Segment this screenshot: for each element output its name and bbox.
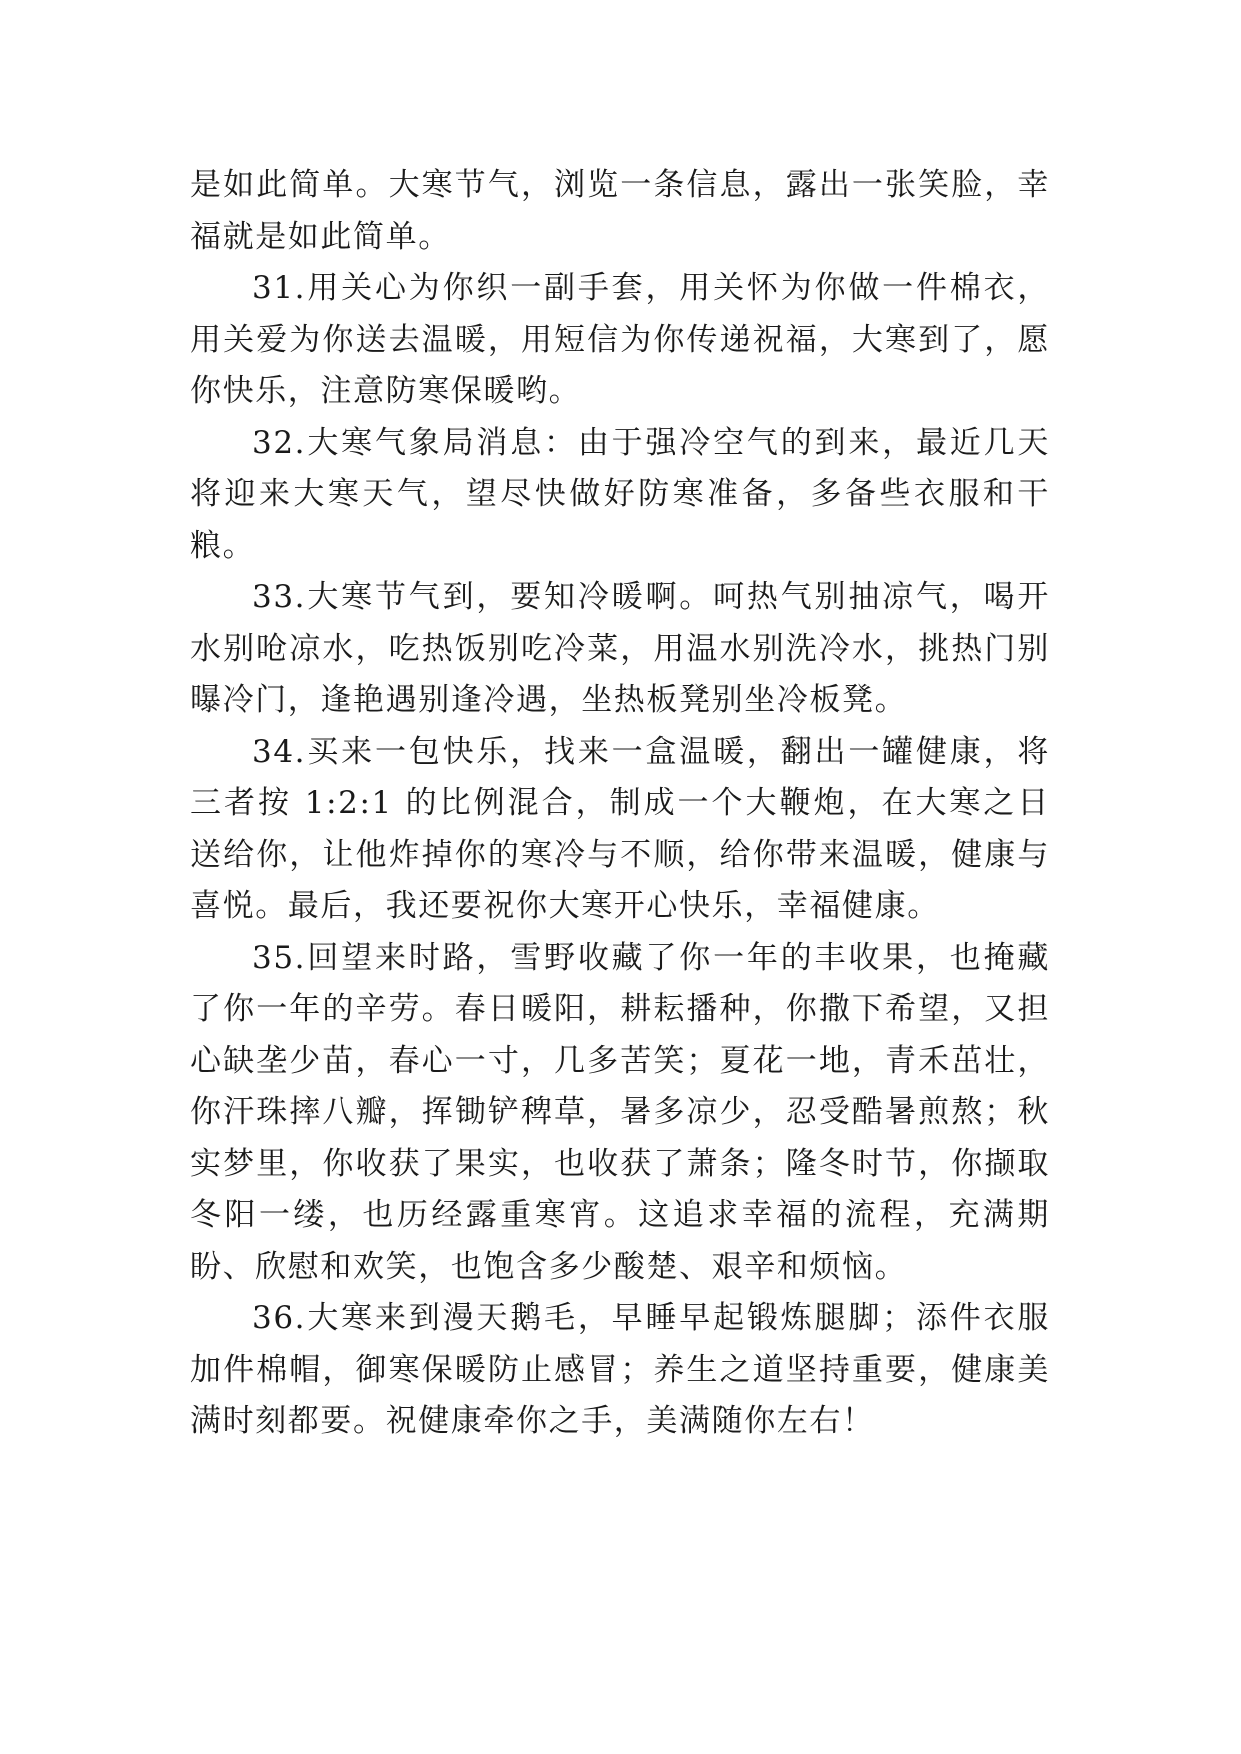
- paragraph-35: 35.回望来时路，雪野收藏了你一年的丰收果，也掩藏了你一年的辛劳。春日暖阳，耕耘播种，你撒下希望，又担心缺垄少苗，春心一寸，几多苦笑；夏花一地，青禾茁壮，你汗珠摔八瓣，挥锄铲稗草，暑多凉少，忍受酷暑煎熬；秋实梦里，你收获了果实，也收获了萧条；隆冬时节，你撷取冬阳一缕，也历经露重寒宵。这追求幸福的流程，充满期盼、欣慰和欢笑，也饱含多少酸楚、艰辛和烦恼。: [190, 939, 1050, 1285]
- paragraph-32: 32.大寒气象局消息：由于强冷空气的到来，最近几天将迎来大寒天气，望尽快做好防寒准备，多备些衣服和干粮。: [190, 424, 1050, 564]
- paragraph-continued: 是如此简单。大寒节气，浏览一条信息，露出一张笑脸，幸福就是如此简单。: [190, 167, 1050, 255]
- paragraph-34: 34.买来一包快乐，找来一盒温暖，翻出一罐健康，将三者按 1:2:1 的比例混合，制成一个大鞭炮，在大寒之日送给你，让他炸掉你的寒冷与不顺，给你带来温暖，健康与喜悦。最后，我还要祝你大寒开心快乐，幸福健康。: [190, 733, 1050, 924]
- paragraph-31: 31.用关心为你织一副手套，用关怀为你做一件棉衣，用关爱为你送去温暖，用短信为你传递祝福，大寒到了，愿你快乐，注意防寒保暖哟。: [190, 270, 1050, 409]
- paragraph-33: 33.大寒节气到，要知冷暖啊。呵热气别抽凉气，喝开水别呛凉水，吃热饭别吃冷菜，用温水别洗冷水，挑热门别曝冷门，逢艳遇别逢冷遇，坐热板凳别坐冷板凳。: [190, 579, 1050, 718]
- paragraph-36: 36.大寒来到漫天鹅毛，早睡早起锻炼腿脚；添件衣服加件棉帽，御寒保暖防止感冒；养生之道坚持重要，健康美满时刻都要。祝健康牵你之手，美满随你左右！: [190, 1300, 1050, 1439]
- document-body: [190, 160, 1050, 1448]
